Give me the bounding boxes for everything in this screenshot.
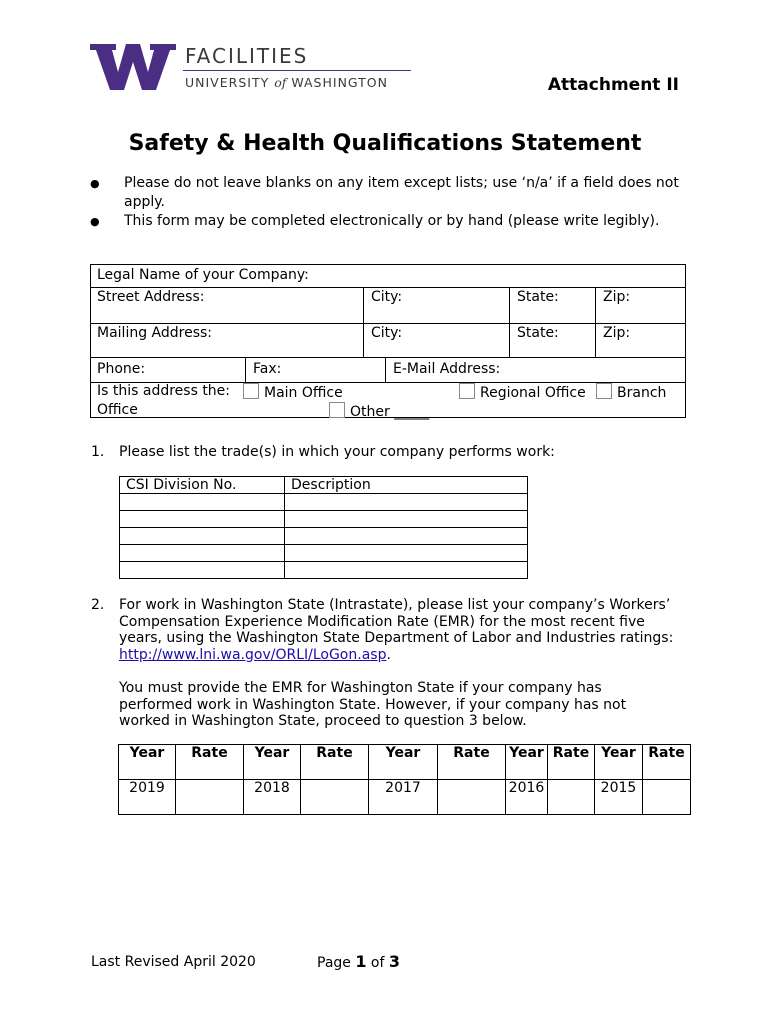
rate-cell[interactable] [176, 780, 244, 815]
table-row[interactable] [120, 528, 528, 545]
mailing-address-field[interactable]: Mailing Address: [97, 325, 213, 341]
email-field[interactable]: E-Mail Address: [393, 361, 501, 377]
description-cell[interactable] [285, 545, 528, 562]
page-title: Safety & Health Qualifications Statement [128, 131, 642, 156]
description-cell[interactable] [285, 562, 528, 579]
branch-office-label-cont: Office [97, 402, 138, 418]
zip-field[interactable]: Zip: [603, 289, 631, 305]
address-type-question: Is this address the: [97, 383, 231, 399]
year-header: Year [506, 745, 548, 780]
regional-office-checkbox[interactable]: Regional Office [459, 383, 586, 401]
page-number: Page 1 of 3 [317, 952, 401, 971]
emr-table [118, 744, 691, 815]
checkbox-icon[interactable] [329, 402, 345, 418]
logo-university-text: UNIVERSITY of WASHINGTON [185, 75, 388, 90]
phone-field[interactable]: Phone: [97, 361, 146, 377]
other-checkbox[interactable]: Other _____ [329, 402, 429, 420]
table-row[interactable] [120, 511, 528, 528]
rate-header: Rate [176, 745, 244, 780]
company-info-box [90, 264, 686, 418]
year-cell: 2016 [506, 780, 548, 815]
checkbox-icon[interactable] [243, 383, 259, 399]
uw-w-logo [90, 44, 176, 90]
description-cell[interactable] [285, 528, 528, 545]
lni-link[interactable]: http://www.lni.wa.gov/ORLI/LoGon.asp [119, 646, 387, 663]
rate-cell[interactable] [643, 780, 691, 815]
instruction-item: ● Please do not leave blanks on any item except lists; use ‘n/a’ if a field does not apply. [90, 175, 679, 210]
emr-header-row [119, 745, 691, 780]
rate-cell[interactable] [438, 780, 506, 815]
question-1-number: 1. [91, 444, 105, 460]
year-header: Year [119, 745, 176, 780]
table-row[interactable] [120, 545, 528, 562]
state-field[interactable]: State: [517, 289, 559, 305]
city-field[interactable]: City: [371, 289, 403, 305]
csi-division-cell[interactable] [120, 511, 285, 528]
question-2-text: For work in Washington State (Intrastate), please list your company’s Workers’ Compensation Experience Modification Rate (EMR) for the most recent five years, using the Washington State Department of Labor and Industries ratings: http://www.lni.wa.gov/ORLI/LoGon.asp. [119, 597, 674, 663]
street-address-field[interactable]: Street Address: [97, 289, 205, 305]
table-row[interactable] [120, 494, 528, 511]
bullet-icon: ● [90, 177, 100, 190]
year-header: Year [369, 745, 438, 780]
emr-value-row [119, 780, 691, 815]
year-header: Year [595, 745, 643, 780]
csi-division-header: CSI Division No. [120, 477, 285, 494]
year-cell: 2018 [244, 780, 301, 815]
description-header: Description [285, 477, 528, 494]
legal-name-field[interactable]: Legal Name of your Company: [97, 267, 309, 283]
checkbox-icon[interactable] [459, 383, 475, 399]
fax-field[interactable]: Fax: [253, 361, 282, 377]
csi-division-cell[interactable] [120, 494, 285, 511]
mailing-state-field[interactable]: State: [517, 325, 559, 341]
rate-header: Rate [643, 745, 691, 780]
trades-table [119, 476, 528, 579]
mailing-zip-field[interactable]: Zip: [603, 325, 631, 341]
logo-rule [183, 70, 411, 71]
main-office-checkbox[interactable]: Main Office [243, 383, 343, 401]
rate-cell[interactable] [548, 780, 595, 815]
table-row[interactable] [120, 562, 528, 579]
csi-division-cell[interactable] [120, 545, 285, 562]
mailing-city-field[interactable]: City: [371, 325, 403, 341]
table-header-row [120, 477, 528, 494]
instructions-list [90, 174, 690, 231]
csi-division-cell[interactable] [120, 528, 285, 545]
description-cell[interactable] [285, 511, 528, 528]
branch-office-checkbox[interactable]: Branch [596, 383, 666, 401]
question-1-text: Please list the trade(s) in which your company performs work: [119, 444, 555, 460]
question-2-number: 2. [91, 597, 105, 613]
last-revised: Last Revised April 2020 [91, 954, 256, 970]
bullet-icon: ● [90, 215, 100, 228]
year-cell: 2017 [369, 780, 438, 815]
description-cell[interactable] [285, 494, 528, 511]
rate-header: Rate [301, 745, 369, 780]
instruction-item: ● This form may be completed electronically or by hand (please write legibly). [90, 213, 660, 229]
logo-facilities-text: FACILITIES [185, 44, 309, 68]
rate-cell[interactable] [301, 780, 369, 815]
attachment-label: Attachment II [547, 75, 679, 95]
rate-header: Rate [438, 745, 506, 780]
question-2-note: You must provide the EMR for Washington State if your company has performed work in Washington State. However, if your company has not worked in Washington State, proceed to question 3 below. [119, 680, 627, 729]
rate-header: Rate [548, 745, 595, 780]
csi-division-cell[interactable] [120, 562, 285, 579]
year-cell: 2019 [119, 780, 176, 815]
checkbox-icon[interactable] [596, 383, 612, 399]
year-cell: 2015 [595, 780, 643, 815]
year-header: Year [244, 745, 301, 780]
